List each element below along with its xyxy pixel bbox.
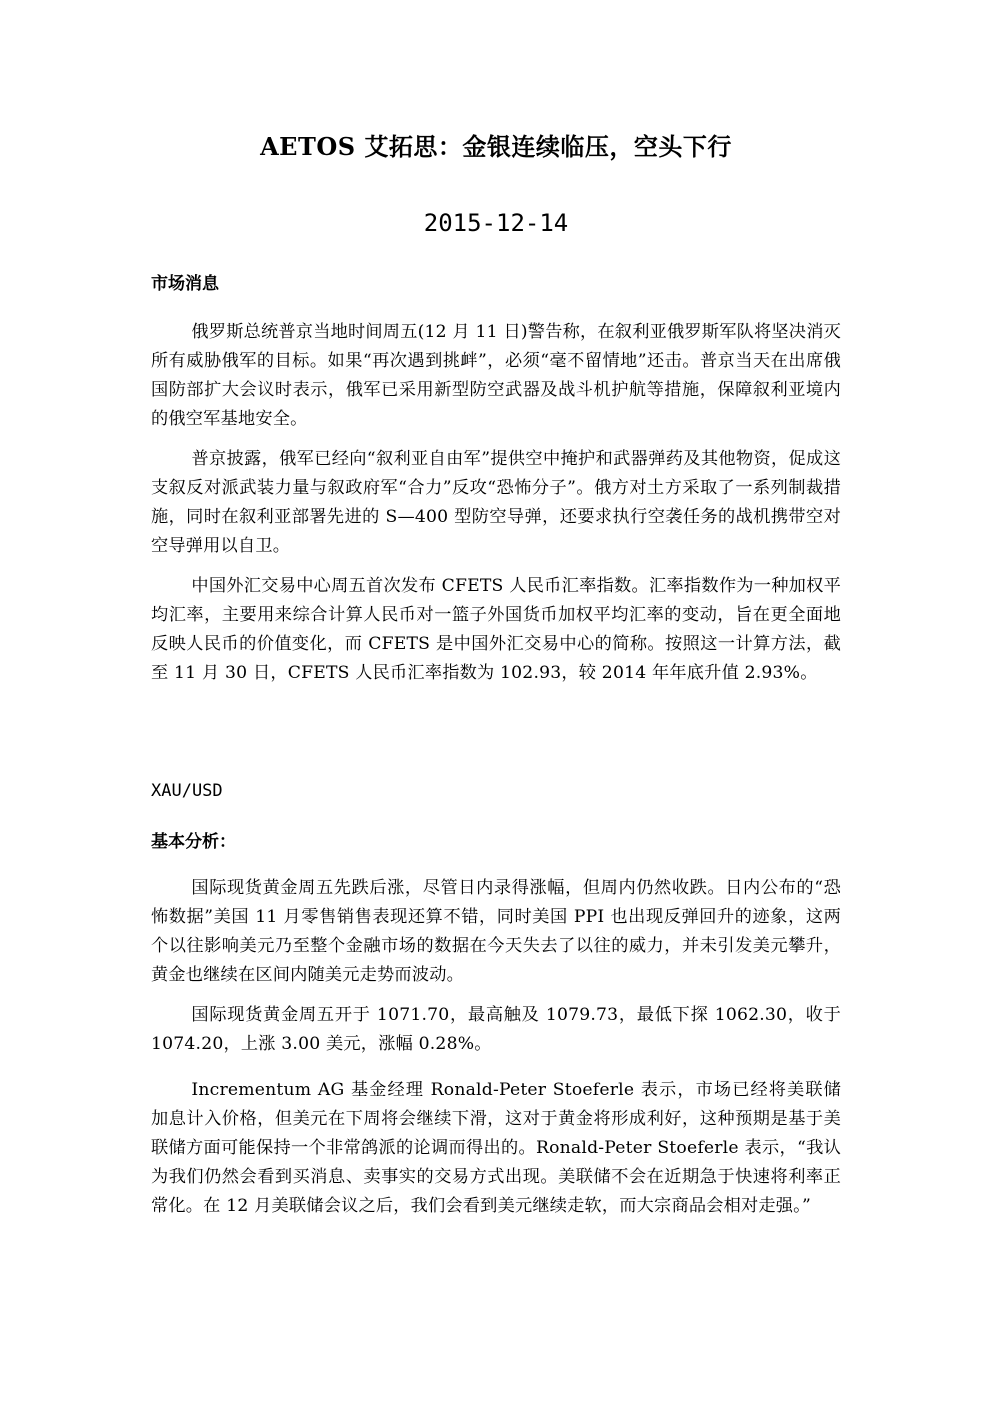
document-date: 2015-12-14 (423, 209, 569, 237)
market-news-paragraph: 俄罗斯总统普京当地时间周五(12 月 11 日)警告称，在叙利亚俄罗斯军队将坚决消灭所有威胁俄军的目标。如果“再次遇到挑衅”，必须“毫不留情地”还击。普京当天在出席俄国防部扩大会议时表示，俄军已采用新型防空武器及战斗机护航等措施，保障叙利亚境内的俄空军基地安全。 (151, 322, 841, 429)
section-heading-market-news: 市场消息 (151, 274, 219, 294)
analysis-paragraph: 国际现货黄金周五开于 1071.70，最高触及 1079.73，最低下探 1062.30，收于 1074.20，上涨 3.00 美元，涨幅 0.28%。 (151, 1005, 841, 1054)
document-title: AETOS 艾拓思：金银连续临压，空头下行 (260, 132, 732, 161)
analysis-paragraph: Incrementum AG 基金经理 Ronald-Peter Stoeferle 表示，市场已经将美联储加息计入价格，但美元在下周将会继续下滑，这对于黄金将形成利好，这种预期是基于美联储方面可能保持一个非常鸽派的论调而得出的。Ronald-Peter Stoeferle 表示，“我认为我们仍然会看到买消息、卖事实的交易方式出现。美联储不会在近期急于快速将利率正常化。在 12 月美联储会议之后，我们会看到美元继续走软，而大宗商品会相对走强。” (151, 1080, 841, 1216)
analysis-paragraph: 国际现货黄金周五先跌后涨，尽管日内录得涨幅，但周内仍然收跌。日内公布的“恐怖数据”美国 11 月零售销售表现还算不错，同时美国 PPI 也出现反弹回升的迹象，这两个以往影响美元乃至整个金融市场的数据在今天失去了以往的威力，并未引发美元攀升，黄金也继续在区间内随美元走势而波动。 (151, 878, 841, 985)
market-news-paragraph: 中国外汇交易中心周五首次发布 CFETS 人民币汇率指数。汇率指数作为一种加权平均汇率，主要用来综合计算人民币对一篮子外国货币加权平均汇率的变动，旨在更全面地反映人民币的价值变化，而 CFETS 是中国外汇交易中心的简称。按照这一计算方法，截至 11 月 30 日，CFETS 人民币汇率指数为 102.93，较 2014 年年底升值 2.93%。 (151, 576, 841, 683)
instrument-symbol: XAU/USD (151, 781, 223, 801)
section-heading-fundamental-analysis: 基本分析： (151, 832, 236, 852)
market-news-paragraph: 普京披露，俄军已经向“叙利亚自由军”提供空中掩护和武器弹药及其他物资，促成这支叙反对派武装力量与叙政府军“合力”反攻“恐怖分子”。俄方对土方采取了一系列制裁措施，同时在叙利亚部署先进的 S—400 型防空导弹，还要求执行空袭任务的战机携带空对空导弹用以自卫。 (151, 449, 841, 556)
